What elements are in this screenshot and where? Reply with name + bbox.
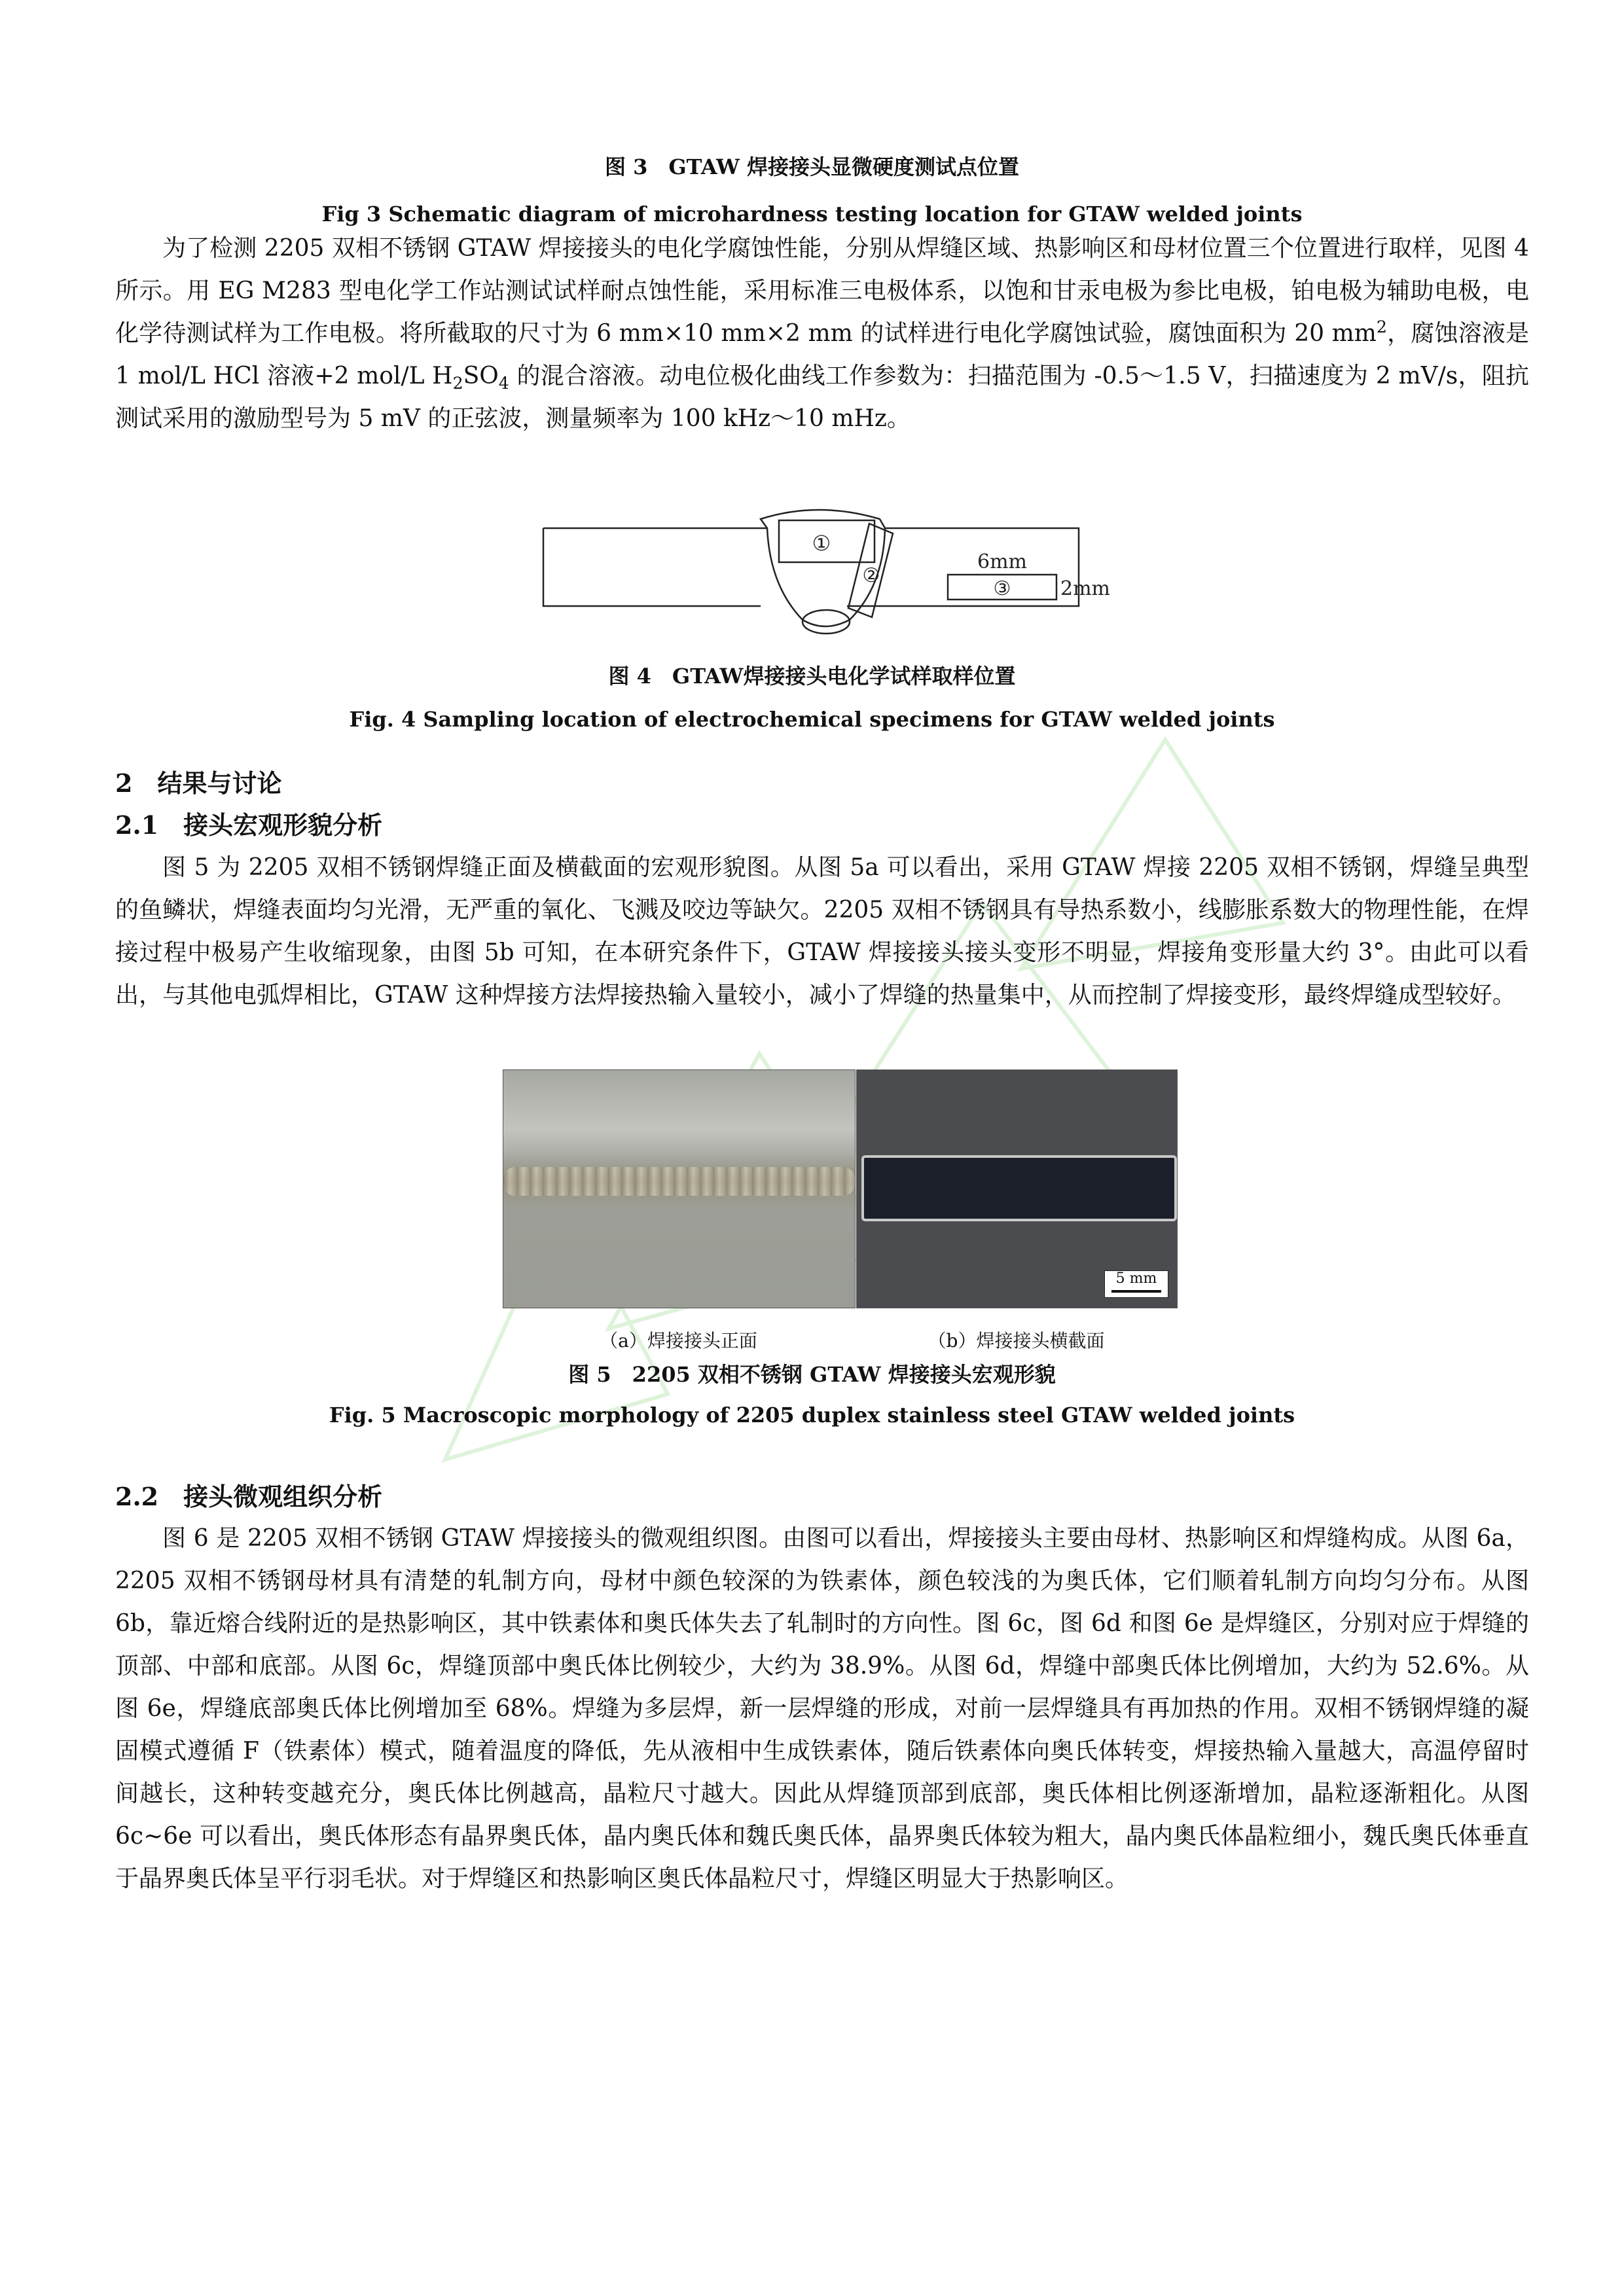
section-2-2-heading: 2.2 接头微观组织分析	[115, 1482, 383, 1511]
section-2-1-heading: 2.1 接头宏观形貌分析	[115, 810, 383, 840]
paragraph-macro-morphology: 图 5 为 2205 双相不锈钢焊缝正面及横截面的宏观形貌图。从图 5a 可以看出，采用 GTAW 焊接 2205 双相不锈钢，焊缝呈典型的鱼鳞状，焊缝表面均匀光滑，无严重的氧化、飞溅及咬边等缺欠。2205 双相不锈钢具有导热系数小，线膨胀系数大的物理性能，在焊接过程中极易产生收缩现象，由图 5b 可知，在本研究条件下，GTAW 焊接接头接头变形不明显，焊接角变形量大约 3°。由此可以看出，与其他电弧焊相比，GTAW 这种焊接方法焊接热输入量较小，减小了焊缝的热量集中，从而控制了焊接变形，最终焊缝成型较好。	[115, 854, 1529, 1009]
scale-bar-box	[1104, 1270, 1168, 1298]
figure-3-caption-cn: 图 3 GTAW 焊接接头显微硬度测试点位置	[604, 154, 1020, 179]
figure-4-caption-en: Fig. 4 Sampling location of electrochemical specimens for GTAW welded joints	[349, 707, 1275, 732]
weld-front-photo	[503, 1069, 856, 1308]
scale-bar-label: 5 mm	[1115, 1270, 1157, 1287]
dimension-2mm: 2mm	[1060, 577, 1110, 600]
specimen-1-label: ①	[812, 531, 831, 556]
figure-4-caption-cn: 图 4 GTAW焊接接头电化学试样取样位置	[608, 664, 1016, 689]
heat-tint	[503, 1154, 855, 1210]
figure-5b-caption: （b）焊接接头横截面	[928, 1330, 1105, 1352]
paragraph-electrochemical-method: 为了检测 2205 双相不锈钢 GTAW 焊接接头的电化学腐蚀性能，分别从焊缝区域、热影响区和母材位置三个位置进行取样，见图 4 所示。用 EG M283 型电化学工作站测试试样耐点蚀性能，采用标准三电极体系，以饱和甘汞电极为参比电极，铂电极为辅助电极，电化学待测试样为工作电极。将所截取的尺寸为 6 mm×10 mm×2 mm 的试样进行电化学腐蚀试验，腐蚀面积为 20 $mm^2$，腐蚀溶液是 1 mol/L HCl 溶液+2 mol/L $H_2SO_4$ 的混合溶液。动电位极化曲线工作参数为：扫描范围为 -0.5～1.5 V，扫描速度为 2 mV/s，阻抗测试采用的激励型号为 5 mV 的正弦波，测量频率为 100 kHz～10 mHz。	[115, 235, 1529, 432]
scale-bar-line	[1111, 1290, 1161, 1293]
section-2-heading: 2 结果与讨论	[115, 768, 282, 798]
paragraph-microstructure: 图 6 是 2205 双相不锈钢 GTAW 焊接接头的微观组织图。由图可以看出，焊接接头主要由母材、热影响区和焊缝构成。从图 6a，2205 双相不锈钢母材具有清楚的轧制方向，母材中颜色较深的为铁素体，颜色较浅的为奥氏体，它们顺着轧制方向均匀分布。从图 6b，靠近熔合线附近的是热影响区，其中铁素体和奥氏体失去了轧制时的方向性。图 6c，图 6d 和图 6e 是焊缝区，分别对应于焊缝的顶部、中部和底部。从图 6c，焊缝顶部中奥氏体比例较少，大约为 38.9%。从图 6d，焊缝中部奥氏体比例增加，大约为 52.6%。从图 6e，焊缝底部奥氏体比例增加至 68%。焊缝为多层焊，新一层焊缝的形成，对前一层焊缝具有再加热的作用。双相不锈钢焊缝的凝固模式遵循 F（铁素体）模式，随着温度的降低，先从液相中生成铁素体，随后铁素体向奥氏体转变，焊接热输入量越大，高温停留时间越长，这种转变越充分，奥氏体比例越高，晶粒尺寸越大。因此从焊缝顶部到底部，奥氏体相比例逐渐增加，晶粒逐渐粗化。从图 6c~6e 可以看出，奥氏体形态有晶界奥氏体，晶内奥氏体和魏氏奥氏体，晶界奥氏体较为粗大，晶内奥氏体晶粒细小，魏氏奥氏体垂直于晶界奥氏体呈平行羽毛状。对于焊缝区和热影响区奥氏体晶粒尺寸，焊缝区明显大于热影响区。	[115, 1525, 1529, 1892]
dimension-6mm: 6mm	[977, 550, 1027, 573]
weld-root	[803, 610, 850, 634]
specimen-3-label: ③	[993, 577, 1011, 600]
figure-5a-caption: （a）焊接接头正面	[600, 1330, 757, 1352]
specimen-2-label: ②	[862, 564, 880, 587]
figure-5-caption-en: Fig. 5 Macroscopic morphology of 2205 duplex stainless steel GTAW welded joints	[329, 1403, 1295, 1427]
figure-5-caption-cn: 图 5 2205 双相不锈钢 GTAW 焊接接头宏观形貌	[568, 1362, 1056, 1387]
cross-section-plate	[861, 1155, 1177, 1221]
figure-4-diagram	[543, 501, 1110, 641]
weld-cross-section-photo	[856, 1069, 1178, 1308]
figure-3-caption-en: Fig 3 Schematic diagram of microhardness testing location for GTAW welded joints	[321, 202, 1303, 226]
